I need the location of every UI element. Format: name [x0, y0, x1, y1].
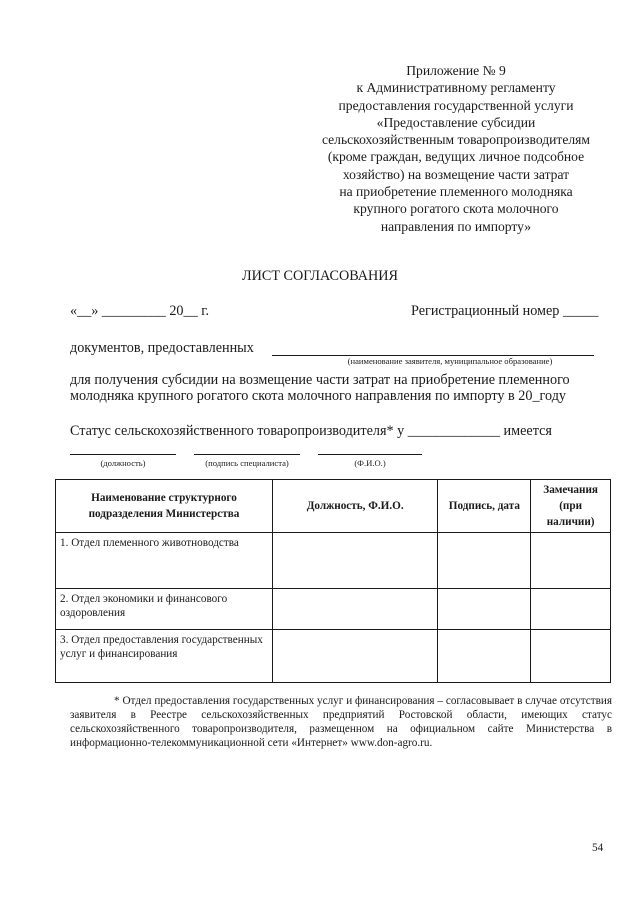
date-line: «__» _________ 20__ г.: [70, 303, 209, 319]
table-row: [56, 630, 611, 683]
signature-date-cell: [438, 630, 531, 683]
appendix-line: Приложение № 9: [406, 63, 506, 78]
remarks-cell: [531, 533, 611, 589]
department-cell: 3. Отдел предоставления государственных услуг и финансирования: [56, 630, 273, 683]
table-header-row: [56, 480, 611, 533]
appendix-line: направления по импорту»: [380, 218, 532, 234]
appendix-line: предоставления государственной услуги: [338, 97, 574, 113]
appendix-header: [300, 62, 612, 235]
status-line: Статус сельскохозяйственного товаропроизводителя* у _____________ имеется: [70, 423, 552, 439]
footnote: [70, 694, 612, 750]
signature-caption: (подпись специалиста): [205, 458, 289, 468]
applicant-caption: (наименование заявителя, муниципальное образование): [347, 356, 553, 366]
remarks-cell: [531, 630, 611, 683]
appendix-line: к Административному регламенту: [356, 80, 556, 96]
footnote-text: * Отдел предоставления государственных услуг и финансирования – согласовывает в случае отсутствия заявителя в Реестре сельскохозяйственных предприятий Ростовской области, имеющих статус сельскохозяйственного товаропроизводителя, размещенном на официальном сайте Министерства в информационно-телекоммуникационной сети «Интернет» www.don-agro.ru.: [70, 695, 612, 749]
department-cell: 2. Отдел экономики и финансового оздоровления: [56, 589, 273, 630]
position-underline: [70, 454, 176, 455]
name-underline: [318, 454, 422, 455]
appendix-line: сельскохозяйственным товаропроизводителям: [321, 132, 591, 148]
table-row: [56, 533, 611, 589]
appendix-line: (кроме граждан, ведущих личное подсобное: [327, 149, 585, 165]
document-title: ЛИСТ СОГЛАСОВАНИЯ: [241, 268, 399, 284]
appendix-line: на приобретение племенного молодняка: [339, 184, 573, 200]
name-caption: (Ф.И.О.): [354, 458, 386, 468]
header-remarks: Замечания (при наличии): [531, 480, 611, 533]
table-row: [56, 589, 611, 630]
remarks-cell: [531, 589, 611, 630]
signature-underline: [194, 454, 300, 455]
purpose-line: молодняка крупного рогатого скота молочного направления по импорту в 20_году: [70, 388, 567, 404]
position-name-cell: [272, 533, 437, 589]
approval-table: [55, 479, 611, 683]
position-name-cell: [272, 589, 437, 630]
header-signature-date: Подпись, дата: [438, 480, 531, 533]
position-name-cell: [272, 630, 437, 683]
signature-date-cell: [438, 533, 531, 589]
purpose-line: для получения субсидии на возмещение части затрат на приобретение племенного: [70, 372, 570, 388]
position-caption: (должность): [100, 458, 146, 468]
appendix-line: хозяйство) на возмещение части затрат: [342, 166, 570, 182]
signature-date-cell: [438, 589, 531, 630]
registration-number: Регистрационный номер _____: [411, 303, 599, 319]
header-department: Наименование структурного подразделения Министерства: [56, 480, 273, 533]
page-number: 54: [592, 842, 604, 854]
appendix-line: «Предоставление субсидии: [376, 114, 536, 130]
header-position-name: Должность, Ф.И.О.: [272, 480, 437, 533]
department-cell: 1. Отдел племенного животноводства: [56, 533, 273, 589]
appendix-line: крупного рогатого скота молочного: [353, 201, 559, 217]
documents-label: документов, предоставленных: [70, 340, 254, 356]
